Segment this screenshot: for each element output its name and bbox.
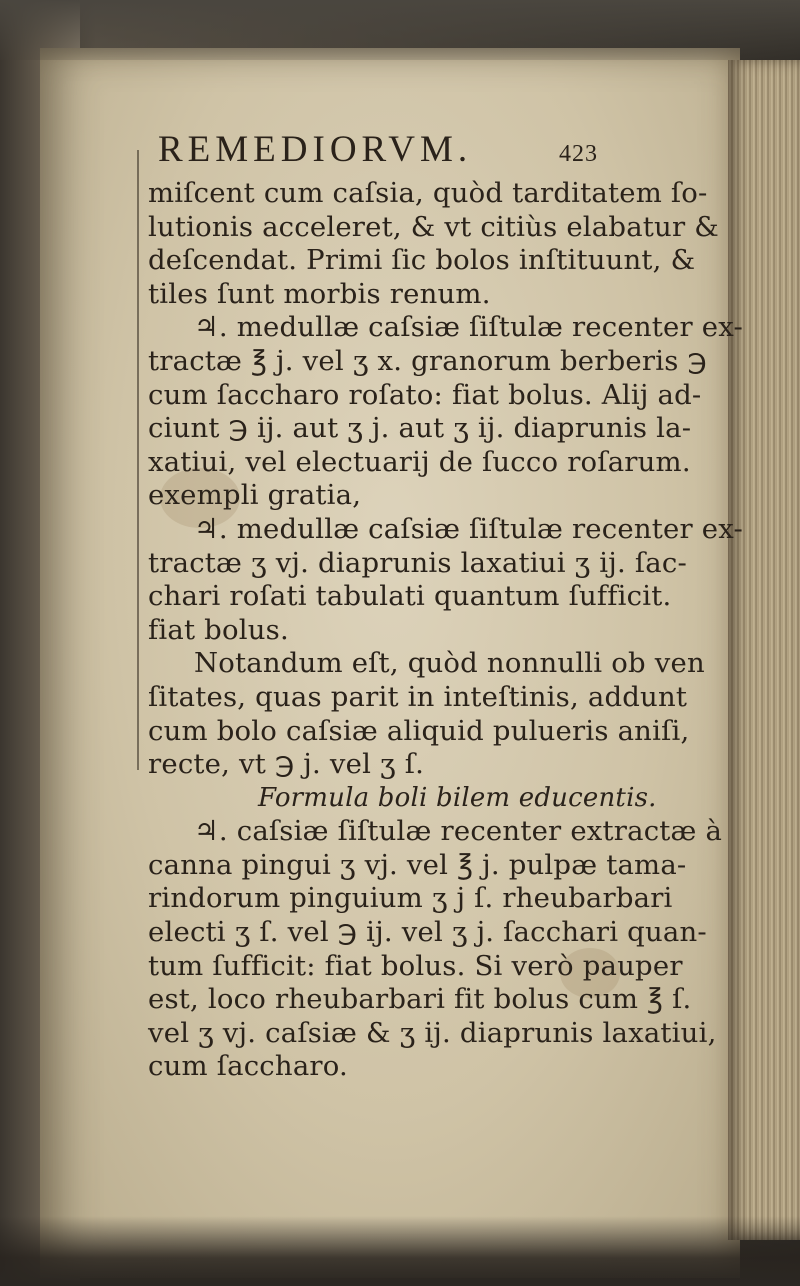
text-line: tiles ſunt morbis renum.	[148, 277, 491, 310]
text-line: tractæ ʒ vj. diaprunis laxatiui ʒ ij. ſac-	[148, 546, 687, 579]
running-head-title: REMEDIORVM.	[158, 129, 473, 170]
text-line: ciunt ℈ ij. aut ʒ j. aut ʒ ij. diaprunis la-	[148, 412, 692, 445]
top-shadow	[0, 0, 800, 60]
page-number: 423	[559, 141, 598, 167]
page-fore-edge	[728, 60, 800, 1240]
text-line: ♃. medullæ caſsiæ ſiſtulæ recenter ex-	[194, 512, 743, 545]
text-line: xatiui, vel electuarij de ſucco roſarum.	[148, 445, 691, 478]
text-line: chari roſati tabulati quantum ſufficit.	[148, 580, 672, 613]
text-line: tractæ ℥ j. vel ʒ x. granorum berberis ℈	[148, 344, 707, 377]
margin-rule	[137, 150, 139, 770]
text-line: lutionis acceleret, & vt citiùs elabatur &	[148, 210, 719, 243]
section-heading: Formula boli bilem educentis.	[258, 782, 657, 813]
text-line: cum bolo caſsiæ aliquid pulueris aniſi,	[148, 714, 690, 747]
text-line: tum ſufficit: fiat bolus. Si verò pauper	[148, 949, 683, 982]
text-line: ♃. caſsiæ ſiſtulæ recenter extractæ à	[194, 815, 723, 848]
text-line: est, loco rheubarbari fit bolus cum ℥ ſ.	[148, 983, 692, 1016]
text-line: electi ʒ ſ. vel ℈ ij. vel ʒ j. ſacchari quan-	[148, 916, 707, 949]
text-line: canna pingui ʒ vj. vel ℥ j. pulpæ tama-	[148, 848, 687, 881]
text-line: cum ſaccharo.	[148, 1050, 348, 1083]
text-line: deſcendat. Primi ſic bolos inſtituunt, &	[148, 244, 696, 277]
text-line: cum ſaccharo roſato: fiat bolus. Alij ad-	[148, 378, 702, 411]
text-line: fiat bolus.	[148, 613, 289, 646]
text-line: miſcent cum caſsia, quòd tarditatem ſo-	[148, 177, 708, 209]
text-line: ♃. medullæ caſsiæ ſiſtulæ recenter ex-	[194, 311, 743, 344]
text-line: recte, vt ℈ j. vel ʒ ſ.	[148, 748, 425, 781]
bottom-shadow	[0, 1216, 800, 1286]
running-head	[158, 128, 598, 171]
text-line: exempli gratia,	[148, 479, 362, 512]
page-text	[148, 128, 743, 1084]
text-line: rindorum pinguium ʒ j ſ. rheubarbari	[148, 882, 673, 915]
text-line: vel ʒ vj. caſsiæ & ʒ ij. diaprunis laxatiui,	[148, 1016, 717, 1049]
text-line: Notandum eſt, quòd nonnulli ob ven	[194, 647, 705, 680]
text-line: ſitates, quas parit in inteſtinis, addunt	[148, 680, 688, 713]
